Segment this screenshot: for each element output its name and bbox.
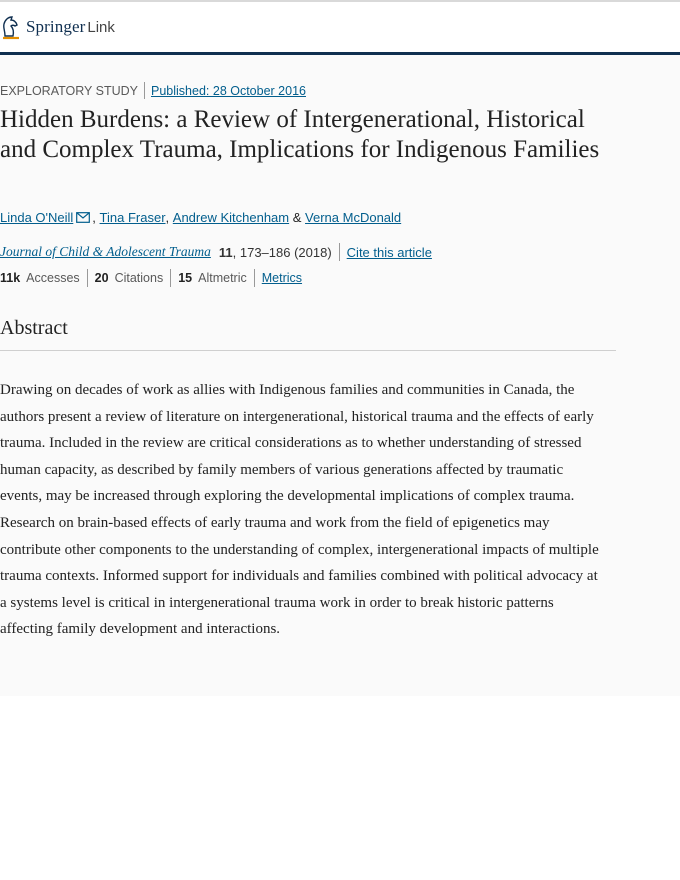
- metrics-divider: [87, 269, 88, 287]
- author-link[interactable]: Tina Fraser: [99, 210, 166, 225]
- site-header: [0, 2, 680, 55]
- published-date-link[interactable]: Published: 28 October 2016: [151, 83, 306, 98]
- article-content: [0, 55, 680, 696]
- metrics-link[interactable]: Metrics: [261, 271, 303, 285]
- author-separator: ,: [92, 210, 96, 225]
- altmetric-value: 15: [178, 271, 193, 285]
- abstract-text: Drawing on decades of work as allies with Indigenous families and communities in Canada, the authors present a review of literature on intergenerational, historical trauma and the effects of early trauma. Included in the review are critical considerations as to whether understanding of stressed human capacity, as described by family members of various generations affected by traumatic events, may be increased through exploring the developmental implications of complex trauma. Research on brain-based effects of early trauma and work from the field of epigenetics may contribute other components to the understanding of complex, intergenerational impacts of multiple trauma contexts. Informed support for individuals and families combined with political advocacy at a systems level is critical in intergenerational trauma work in order to break historic patterns affecting family development and interactions.: [0, 382, 599, 638]
- brand-link: Link: [87, 18, 115, 36]
- metrics-divider: [170, 269, 171, 287]
- journal-pages-year: , 173–186 (2018): [232, 244, 332, 260]
- metrics-bar: [0, 269, 302, 287]
- abstract-heading: Abstract: [0, 317, 616, 351]
- journal-link[interactable]: Journal of Child & Adolescent Trauma: [0, 244, 211, 259]
- author-separator: ,: [165, 210, 170, 225]
- author-ampersand: &: [292, 210, 302, 225]
- springer-horse-icon: [0, 14, 22, 40]
- citations-value: 20: [94, 271, 109, 285]
- accesses-label: Accesses: [26, 271, 80, 285]
- cite-article-link[interactable]: Cite this article: [346, 244, 432, 260]
- meta-divider: [144, 82, 145, 99]
- citation-line: [0, 243, 432, 261]
- author-link[interactable]: Andrew Kitchenham: [172, 210, 290, 225]
- article-type: EXPLORATORY STUDY: [0, 83, 139, 98]
- journal-volume: 11: [218, 244, 233, 260]
- article-title: Hidden Burdens: a Review of Intergenerational, Historical and Complex Trauma, Implications for Indigenous Families: [0, 106, 600, 163]
- email-icon[interactable]: [76, 212, 90, 223]
- citations-label: Citations: [114, 271, 164, 285]
- author-link[interactable]: Linda O'Neill: [0, 210, 74, 225]
- brand-springer: Springer: [26, 17, 86, 36]
- altmetric-label: Altmetric: [198, 271, 247, 285]
- springer-link-logo[interactable]: [0, 12, 115, 42]
- author-link[interactable]: Verna McDonald: [305, 210, 402, 225]
- article-meta: [0, 82, 306, 99]
- author-list: [0, 210, 401, 225]
- metrics-divider: [254, 269, 255, 287]
- accesses-value: 11k: [0, 271, 21, 285]
- citation-divider: [339, 243, 340, 261]
